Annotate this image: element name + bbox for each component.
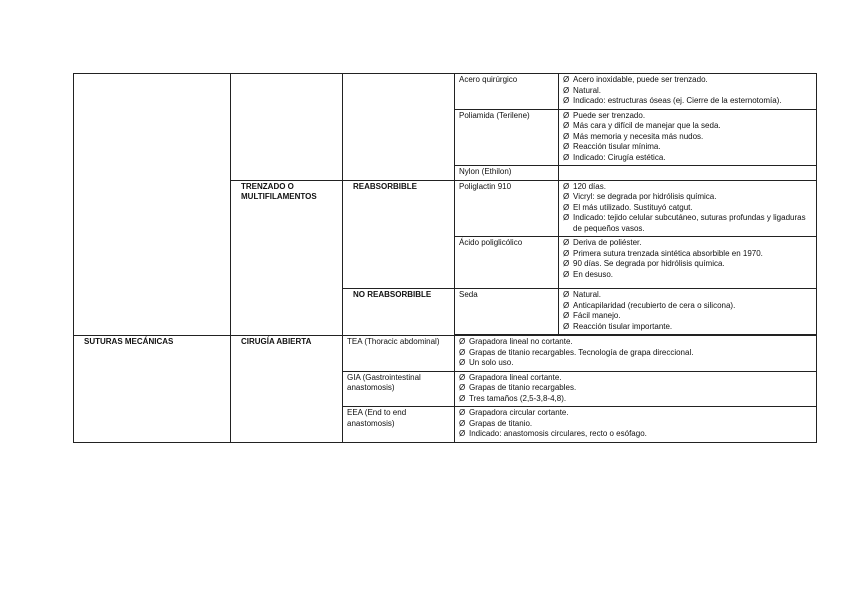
material-cell: Nylon (Ethilon) [455, 166, 559, 181]
bullet-item: Ø Grapadora circular cortante. [459, 408, 812, 419]
subcategory-cell: CIRUGÍA ABIERTA [231, 336, 343, 443]
sutures-table [73, 73, 817, 443]
bullet-item: Ø Natural. [563, 290, 812, 301]
bullet-item: Ø Grapadora lineal no cortante. [459, 337, 812, 348]
bullet-item: Ø Grapas de titanio recargables. [459, 383, 812, 394]
material-cell: Seda [455, 289, 559, 335]
bullet-item: Ø Grapas de titanio. [459, 419, 812, 430]
material-cell: Poliamida (Terilene) [455, 109, 559, 166]
properties-list [459, 337, 812, 369]
category-cell: SUTURAS MECÁNICAS [74, 336, 231, 443]
material-cell: Acero quirúrgico [455, 74, 559, 110]
empty-cell [231, 74, 343, 181]
bullet-item: Ø Indicado: Cirugía estética. [563, 153, 812, 164]
bullet-item: Ø Tres tamaños (2,5-3,8-4,8). [459, 394, 812, 405]
subcategory-cell: REABSORBIBLE [343, 180, 455, 289]
bullet-item: Ø Fácil manejo. [563, 311, 812, 322]
properties-cell [455, 371, 817, 407]
material-cell: Poliglactin 910 [455, 180, 559, 237]
bullet-item: Ø Más cara y difícil de manejar que la seda. [563, 121, 812, 132]
properties-cell [559, 180, 817, 237]
bullet-item: Ø Natural. [563, 86, 812, 97]
bullet-item: Ø Indicado: anastomosis circulares, recto o esófago. [459, 429, 812, 440]
properties-list [459, 408, 812, 440]
properties-list [563, 238, 812, 280]
bullet-item: Ø 120 días. [563, 182, 812, 193]
category-cell: TRENZADO O MULTIFILAMENTOS [231, 180, 343, 336]
bullet-item: Ø Primera sutura trenzada sintética absorbible en 1970. [563, 249, 812, 260]
properties-cell [559, 74, 817, 110]
bullet-item: Ø Puede ser trenzado. [563, 111, 812, 122]
bullet-item: Ø Vicryl: se degrada por hidrólisis química. [563, 192, 812, 203]
properties-cell [559, 109, 817, 166]
bullet-item: Ø Grapadora lineal cortante. [459, 373, 812, 384]
bullet-item: Ø Más memoria y necesita más nudos. [563, 132, 812, 143]
properties-list [563, 111, 812, 164]
properties-cell [455, 407, 817, 443]
bullet-item: Ø Reacción tisular importante. [563, 322, 812, 333]
bullet-item: Ø Un solo uso. [459, 358, 812, 369]
properties-cell [455, 336, 817, 372]
properties-list [563, 182, 812, 235]
subcategory-cell: NO REABSORBIBLE [343, 289, 455, 336]
device-cell: GIA (Gastrointestinal anastomosis) [343, 371, 455, 407]
properties-list [563, 290, 812, 332]
bullet-item: Ø Acero inoxidable, puede ser trenzado. [563, 75, 812, 86]
bullet-item: Ø Deriva de poliéster. [563, 238, 812, 249]
bullet-item: Ø 90 días. Se degrada por hidrólisis química. [563, 259, 812, 270]
bullet-item: Ø Indicado: estructuras óseas (ej. Cierre de la esternotomía). [563, 96, 812, 107]
device-cell: EEA (End to end anastomosis) [343, 407, 455, 443]
bullet-item: Ø Indicado: tejido celular subcutáneo, suturas profundas y ligaduras de pequeños vasos. [563, 213, 812, 234]
properties-cell [559, 289, 817, 335]
empty-cell [74, 74, 231, 336]
properties-list [459, 373, 812, 405]
device-cell: TEA (Thoracic abdominal) [343, 336, 455, 372]
table-row [74, 336, 817, 372]
properties-cell [559, 237, 817, 289]
bullet-item: Ø Reacción tisular mínima. [563, 142, 812, 153]
table-row [74, 74, 817, 110]
properties-cell [559, 166, 817, 181]
empty-cell [343, 74, 455, 181]
properties-list [563, 75, 812, 107]
material-cell: Ácido poliglicólico [455, 237, 559, 289]
bullet-item: Ø Grapas de titanio recargables. Tecnología de grapa direccional. [459, 348, 812, 359]
bullet-item: Ø El más utilizado. Sustituyó catgut. [563, 203, 812, 214]
bullet-item: Ø Anticapilaridad (recubierto de cera o silicona). [563, 301, 812, 312]
bullet-item: Ø En desuso. [563, 270, 812, 281]
